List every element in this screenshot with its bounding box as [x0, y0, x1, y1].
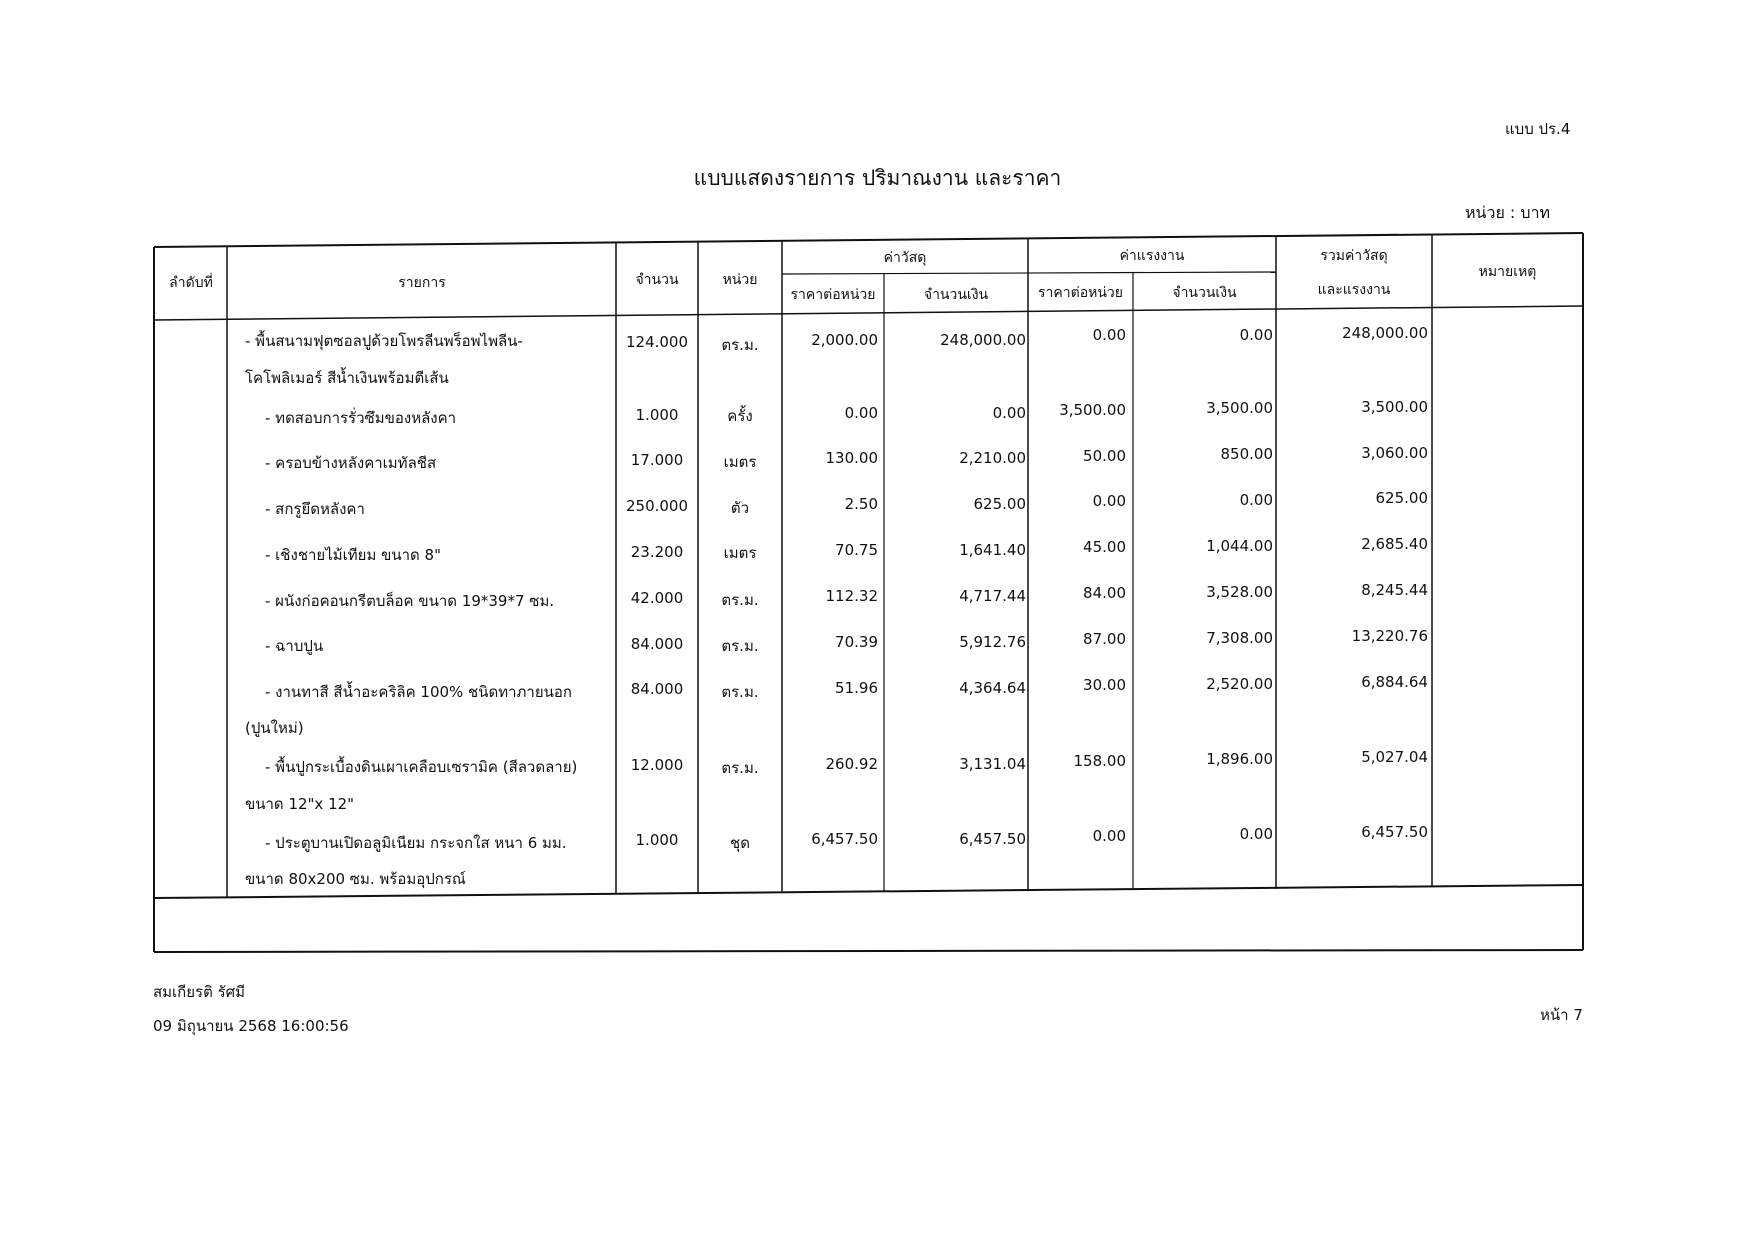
material-unit-price: 51.96: [835, 679, 878, 697]
labor-unit-price: 0.00: [1092, 326, 1126, 344]
labor-amount: 2,520.00: [1206, 675, 1273, 693]
col-header-material-amount: จำนวนเงิน: [923, 287, 989, 303]
labor-unit-price: 0.00: [1092, 492, 1126, 510]
unit: ตร.ม.: [721, 637, 759, 655]
item-description: - พื้นสนามฟุตซอลปูด้วยโพรลีนพร็อพไพลีน-: [245, 332, 523, 350]
labor-unit-price: 0.00: [1092, 827, 1126, 845]
form-code: แบบ ปร.4: [1505, 120, 1571, 138]
material-unit-price: 2,000.00: [811, 331, 878, 349]
item-description-cont: ขนาด 80x200 ซม. พร้อมอุปกรณ์: [245, 870, 466, 888]
unit: ตร.ม.: [721, 591, 759, 609]
signer-name: สมเกียรติ รัศมี: [153, 983, 246, 1001]
item-description: - ฉาบปูน: [265, 637, 324, 655]
material-amount: 5,912.76: [959, 633, 1026, 651]
unit: ตร.ม.: [721, 336, 759, 354]
labor-amount: 1,044.00: [1206, 537, 1273, 555]
material-unit-price: 130.00: [825, 449, 878, 467]
labor-amount: 0.00: [1239, 491, 1273, 509]
qty: 84.000: [630, 680, 684, 698]
col-header-labor-unit-price: ราคาต่อหน่วย: [1038, 285, 1123, 301]
item-description-cont: (ปูนใหม่): [245, 719, 304, 737]
item-description: - เชิงชายไม้เทียม ขนาด 8": [265, 546, 441, 564]
total-amount: 6,457.50: [1361, 823, 1428, 841]
labor-unit-price: 158.00: [1073, 752, 1126, 770]
unit: เมตร: [723, 544, 757, 562]
material-amount: 248,000.00: [940, 331, 1026, 349]
page-number: หน้า 7: [1540, 1006, 1583, 1024]
labor-unit-price: 30.00: [1083, 676, 1126, 694]
item-description-cont: ขนาด 12"x 12": [245, 795, 355, 813]
item-description: - งานทาสี สีน้ำอะคริลิค 100% ชนิดทาภายนอก: [265, 683, 572, 701]
material-unit-price: 260.92: [825, 755, 878, 773]
total-amount: 5,027.04: [1361, 748, 1428, 766]
col-header-labor: ค่าแรงงาน: [1119, 248, 1185, 264]
col-header-labor-amount: จำนวนเงิน: [1172, 285, 1237, 301]
printed-timestamp: 09 มิถุนายน 2568 16:00:56: [153, 1017, 349, 1035]
unit: ตร.ม.: [721, 759, 759, 777]
qty: 17.000: [630, 451, 684, 469]
qty: 84.000: [630, 635, 684, 653]
material-unit-price: 2.50: [844, 495, 878, 513]
labor-amount: 7,308.00: [1206, 629, 1273, 647]
item-description: - ครอบข้างหลังคาเมทัลชีส: [265, 454, 437, 472]
total-amount: 248,000.00: [1342, 324, 1428, 342]
total-amount: 3,060.00: [1361, 444, 1428, 462]
qty: 12.000: [630, 756, 684, 774]
unit: ตัว: [730, 499, 750, 517]
col-header-material-unit-price: ราคาต่อหน่วย: [790, 287, 876, 303]
material-amount: 4,717.44: [959, 587, 1026, 605]
material-amount: 6,457.50: [959, 830, 1026, 848]
total-amount: 13,220.76: [1351, 627, 1428, 645]
total-amount: 6,884.64: [1361, 673, 1428, 691]
material-unit-price: 0.00: [844, 404, 878, 422]
total-amount: 2,685.40: [1361, 535, 1428, 553]
unit: ตร.ม.: [721, 683, 759, 701]
unit-note: หน่วย : บาท: [1465, 203, 1551, 222]
col-header-qty: จำนวน: [635, 272, 679, 288]
qty: 124.000: [625, 333, 689, 351]
material-amount: 3,131.04: [959, 755, 1026, 773]
material-amount: 0.00: [992, 404, 1026, 422]
total-amount: 3,500.00: [1361, 398, 1428, 416]
labor-amount: 1,896.00: [1206, 750, 1273, 768]
item-description: - ผนังก่อคอนกรีตบล็อค ขนาด 19*39*7 ซม.: [265, 592, 555, 610]
qty: 250.000: [625, 497, 689, 515]
labor-amount: 3,528.00: [1206, 583, 1273, 601]
total-amount: 8,245.44: [1361, 581, 1428, 599]
material-amount: 1,641.40: [959, 541, 1026, 559]
labor-unit-price: 3,500.00: [1059, 401, 1126, 419]
unit: ครั้ง: [727, 407, 753, 425]
unit: เมตร: [723, 453, 757, 471]
col-header-seq: ลำดับที่: [169, 275, 213, 291]
qty: 42.000: [630, 589, 684, 607]
material-unit-price: 112.32: [825, 587, 878, 605]
document-title: แบบแสดงรายการ ปริมาณงาน และราคา: [693, 166, 1062, 190]
unit: ชุด: [730, 834, 750, 852]
labor-unit-price: 84.00: [1083, 584, 1126, 602]
item-description-cont: โคโพลิเมอร์ สีน้ำเงินพร้อมตีเส้น: [245, 369, 449, 387]
labor-amount: 850.00: [1220, 445, 1273, 463]
item-description: - สกรูยึดหลังคา: [265, 500, 365, 518]
labor-unit-price: 87.00: [1083, 630, 1126, 648]
item-description: - ประตูบานเปิดอลูมิเนียม กระจกใส หนา 6 มม.: [265, 834, 567, 852]
qty: 23.200: [630, 543, 684, 561]
material-unit-price: 70.39: [835, 633, 878, 651]
labor-unit-price: 50.00: [1083, 447, 1126, 465]
qty: 1.000: [635, 831, 679, 849]
labor-unit-price: 45.00: [1083, 538, 1126, 556]
material-amount: 4,364.64: [959, 679, 1026, 697]
labor-amount: 0.00: [1239, 825, 1273, 843]
col-header-item: รายการ: [398, 275, 446, 291]
item-description: - พื้นปูกระเบื้องดินเผาเคลือบเซรามิค (สีลวดลาย): [265, 758, 578, 776]
material-unit-price: 70.75: [835, 541, 878, 559]
labor-amount: 3,500.00: [1206, 399, 1273, 417]
col-header-unit: หน่วย: [722, 272, 758, 288]
material-amount: 625.00: [973, 495, 1026, 513]
material-amount: 2,210.00: [959, 449, 1026, 467]
col-header-material: ค่าวัสดุ: [883, 250, 927, 266]
col-header-total-line2: และแรงงาน: [1317, 282, 1391, 298]
col-header-remark: หมายเหตุ: [1478, 264, 1537, 280]
col-header-total-line1: รวมค่าวัสดุ: [1320, 248, 1388, 264]
item-description: - ทดสอบการรั่วซึมของหลังคา: [265, 409, 457, 427]
qty: 1.000: [635, 406, 679, 424]
total-amount: 625.00: [1375, 489, 1428, 507]
material-unit-price: 6,457.50: [811, 830, 878, 848]
labor-amount: 0.00: [1239, 326, 1273, 344]
